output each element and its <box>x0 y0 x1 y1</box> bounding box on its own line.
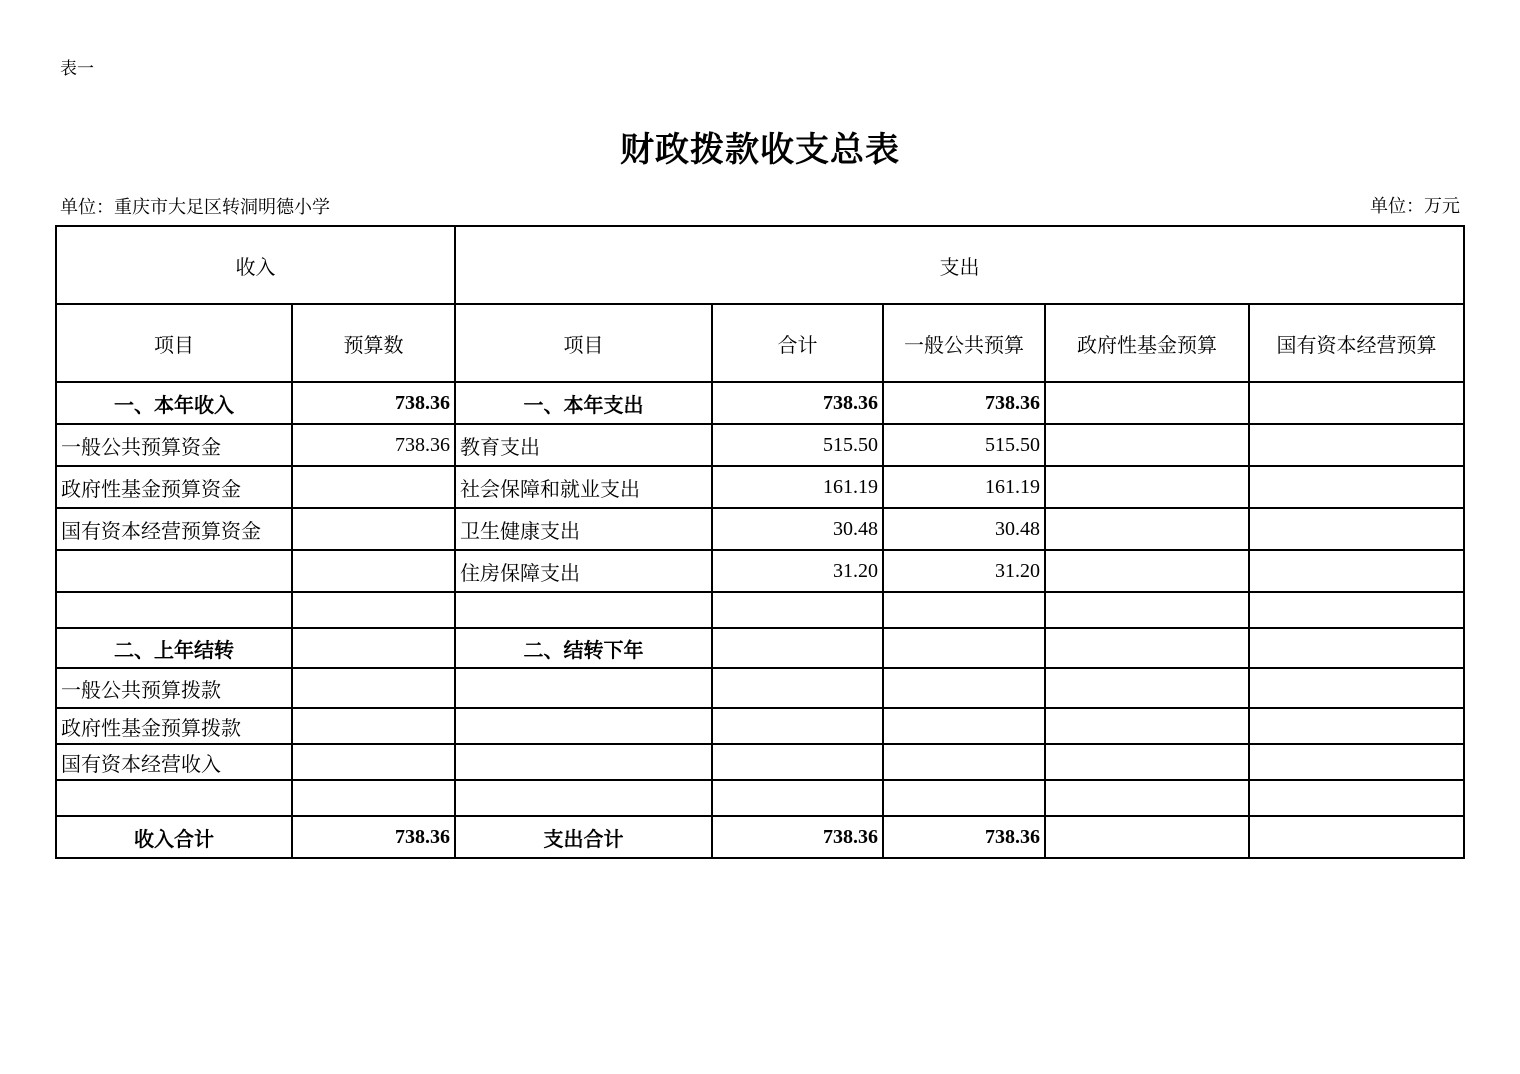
unit-organization: 单位：重庆市大足区转洞明德小学 <box>60 197 330 218</box>
expense-state-capital <box>1249 744 1464 780</box>
income-amount: 738.36 <box>292 816 455 858</box>
expense-item: 教育支出 <box>455 424 712 466</box>
expense-state-capital <box>1249 508 1464 550</box>
expense-gov-fund <box>1045 550 1249 592</box>
expense-state-capital <box>1249 628 1464 668</box>
table-row <box>56 628 1464 668</box>
expense-gov-fund <box>1045 708 1249 744</box>
table-row <box>56 382 1464 424</box>
expense-item <box>455 780 712 816</box>
income-item <box>56 550 292 592</box>
expense-total <box>712 780 883 816</box>
income-item: 收入合计 <box>56 816 292 858</box>
income-item: 国有资本经营预算资金 <box>56 508 292 550</box>
income-amount <box>292 668 455 708</box>
expense-state-capital <box>1249 382 1464 424</box>
income-item: 国有资本经营收入 <box>56 744 292 780</box>
expense-state-capital <box>1249 668 1464 708</box>
col-general-public: 一般公共预算 <box>883 304 1045 382</box>
expense-gov-fund <box>1045 628 1249 668</box>
expense-total: 738.36 <box>712 816 883 858</box>
table-row <box>56 592 1464 628</box>
expense-item: 二、结转下年 <box>455 628 712 668</box>
table-row <box>56 780 1464 816</box>
expense-item: 支出合计 <box>455 816 712 858</box>
expense-gov-fund <box>1045 466 1249 508</box>
col-gov-fund: 政府性基金预算 <box>1045 304 1249 382</box>
expense-general-public: 738.36 <box>883 816 1045 858</box>
expense-total <box>712 628 883 668</box>
table-row <box>56 466 1464 508</box>
table-row <box>56 508 1464 550</box>
expense-item <box>455 592 712 628</box>
col-income-item: 项目 <box>56 304 292 382</box>
table-row <box>56 668 1464 708</box>
expense-gov-fund <box>1045 780 1249 816</box>
expense-state-capital <box>1249 816 1464 858</box>
expense-total: 515.50 <box>712 424 883 466</box>
expense-item <box>455 744 712 780</box>
expense-gov-fund <box>1045 508 1249 550</box>
expense-item: 卫生健康支出 <box>455 508 712 550</box>
expense-item: 社会保障和就业支出 <box>455 466 712 508</box>
expense-general-public: 515.50 <box>883 424 1045 466</box>
income-item <box>56 780 292 816</box>
expense-general-public <box>883 628 1045 668</box>
expense-general-public <box>883 780 1045 816</box>
header-income: 收入 <box>56 226 455 304</box>
expense-total: 31.20 <box>712 550 883 592</box>
expense-general-public <box>883 744 1045 780</box>
expense-general-public: 738.36 <box>883 382 1045 424</box>
expense-gov-fund <box>1045 592 1249 628</box>
page-title: 财政拨款收支总表 <box>620 130 900 170</box>
expense-total <box>712 744 883 780</box>
table-row <box>56 744 1464 780</box>
expense-total: 738.36 <box>712 382 883 424</box>
table-row <box>56 424 1464 466</box>
income-amount <box>292 466 455 508</box>
expense-general-public <box>883 668 1045 708</box>
expense-gov-fund <box>1045 382 1249 424</box>
expense-item: 一、本年支出 <box>455 382 712 424</box>
income-amount <box>292 744 455 780</box>
expense-gov-fund <box>1045 744 1249 780</box>
income-amount: 738.36 <box>292 424 455 466</box>
expense-total <box>712 668 883 708</box>
income-item: 政府性基金预算资金 <box>56 466 292 508</box>
expense-general-public: 30.48 <box>883 508 1045 550</box>
income-amount <box>292 592 455 628</box>
income-amount <box>292 708 455 744</box>
income-item: 一般公共预算资金 <box>56 424 292 466</box>
unit-currency: 单位：万元 <box>1370 196 1460 217</box>
expense-state-capital <box>1249 466 1464 508</box>
table-row <box>56 550 1464 592</box>
expense-gov-fund <box>1045 424 1249 466</box>
income-item: 一、本年收入 <box>56 382 292 424</box>
expense-total <box>712 708 883 744</box>
income-amount <box>292 628 455 668</box>
income-item: 二、上年结转 <box>56 628 292 668</box>
income-amount <box>292 508 455 550</box>
col-state-capital: 国有资本经营预算 <box>1249 304 1464 382</box>
income-item <box>56 592 292 628</box>
table-row-total <box>56 816 1464 858</box>
table-row <box>56 708 1464 744</box>
income-amount: 738.36 <box>292 382 455 424</box>
expense-state-capital <box>1249 708 1464 744</box>
income-amount <box>292 550 455 592</box>
expense-state-capital <box>1249 592 1464 628</box>
expense-general-public <box>883 708 1045 744</box>
expense-gov-fund <box>1045 668 1249 708</box>
header-row-columns <box>56 304 1464 382</box>
expense-total: 30.48 <box>712 508 883 550</box>
doc-label: 表一 <box>60 59 94 79</box>
col-expense-item: 项目 <box>455 304 712 382</box>
income-item: 政府性基金预算拨款 <box>56 708 292 744</box>
expense-gov-fund <box>1045 816 1249 858</box>
finance-table <box>55 225 1465 859</box>
expense-item: 住房保障支出 <box>455 550 712 592</box>
expense-general-public: 31.20 <box>883 550 1045 592</box>
col-income-budget: 预算数 <box>292 304 455 382</box>
income-amount <box>292 780 455 816</box>
expense-state-capital <box>1249 780 1464 816</box>
expense-general-public: 161.19 <box>883 466 1045 508</box>
expense-general-public <box>883 592 1045 628</box>
expense-state-capital <box>1249 424 1464 466</box>
income-item: 一般公共预算拨款 <box>56 668 292 708</box>
expense-state-capital <box>1249 550 1464 592</box>
header-expense: 支出 <box>455 226 1464 304</box>
header-row-group <box>56 226 1464 304</box>
expense-total: 161.19 <box>712 466 883 508</box>
expense-item <box>455 668 712 708</box>
expense-total <box>712 592 883 628</box>
expense-item <box>455 708 712 744</box>
col-total: 合计 <box>712 304 883 382</box>
